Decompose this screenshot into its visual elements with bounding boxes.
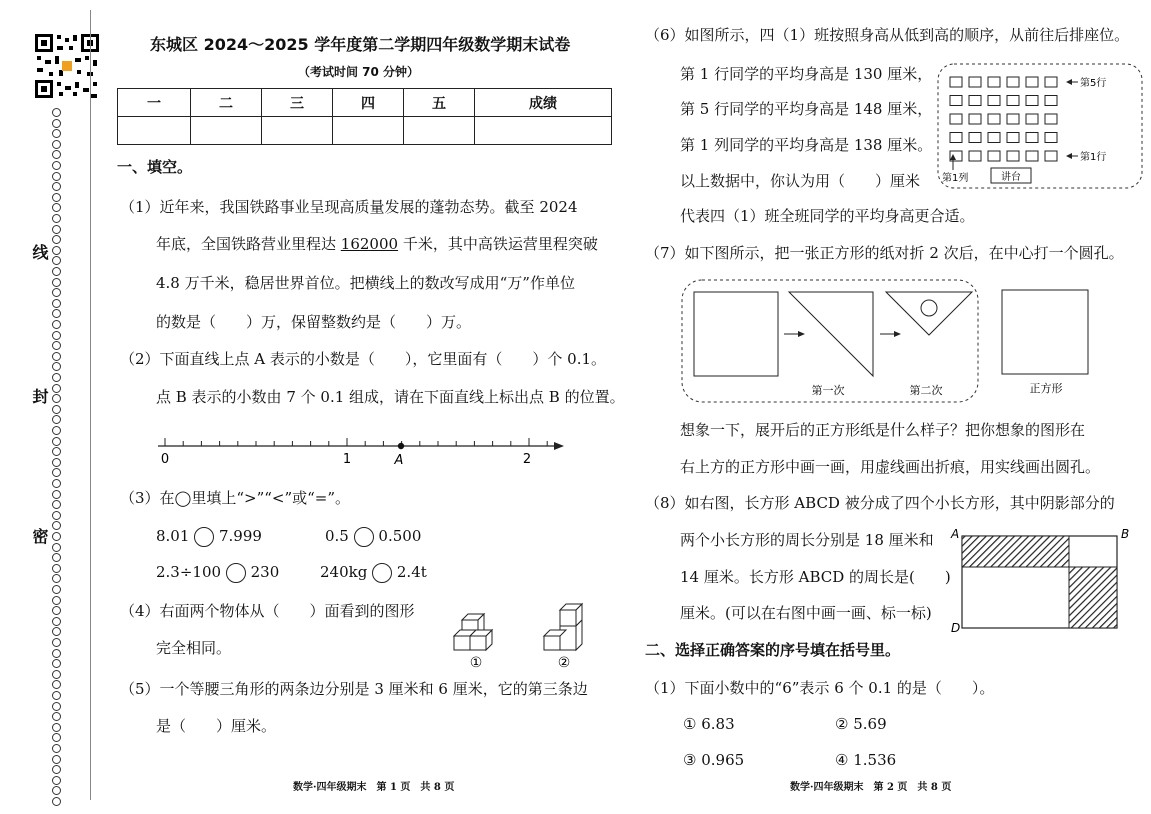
seat [1007, 133, 1019, 143]
binding-hole [52, 384, 61, 393]
s2-q1-line1: （1）下面小数中的“6”表示 6 个 0.1 的是（ ）。 [645, 679, 995, 697]
binding-hole [52, 405, 61, 414]
binding-label-secret: 密 [30, 528, 49, 544]
q6-line6: 代表四（1）班全班同学的平均身高更合适。 [680, 207, 975, 225]
binding-hole [52, 670, 61, 679]
q3-item-2 [325, 526, 421, 547]
q3-item-4-right: 2.4t [396, 563, 427, 581]
binding-hole [52, 140, 61, 149]
fold2-label: 第二次 [909, 384, 943, 397]
s2-q1-option-2[interactable]: ② 5.69 [835, 715, 887, 733]
seat [969, 151, 981, 161]
binding-hole [52, 606, 61, 615]
q8-line4: 厘米。(可以在右图中画一画、标一标) [680, 604, 932, 622]
q4-line1: （4）右面两个物体从（ ）面看到的图形 [120, 602, 415, 620]
answer-square[interactable] [1002, 290, 1088, 374]
figure-label-2: ② [557, 655, 571, 670]
seat [969, 96, 981, 106]
corner-d: D [951, 621, 961, 635]
figure-label-1: ① [469, 655, 483, 670]
q1-line3: 4.8 万千米，稳居世界首位。把横线上的数改写成用“万”作单位 [156, 274, 575, 292]
s2-q1-option-4[interactable]: ④ 1.536 [835, 751, 897, 769]
binding-hole [52, 150, 61, 159]
binding-hole [52, 744, 61, 753]
binding-hole [52, 172, 61, 181]
seat [950, 96, 962, 106]
seat [969, 77, 981, 87]
seat [1026, 151, 1038, 161]
col1-label: 第1列 [942, 173, 969, 184]
seat [988, 77, 1000, 87]
compare-circle[interactable] [226, 563, 246, 583]
label-a: A [394, 453, 404, 468]
binding-hole [52, 267, 61, 276]
score-col-5: 五 [404, 89, 475, 117]
binding-hole [52, 415, 61, 424]
seating-diagram [936, 62, 1146, 192]
binding-hole [52, 797, 61, 806]
q6-line3: 第 5 行同学的平均身高是 148 厘米， [680, 100, 933, 118]
binding-hole [52, 447, 61, 456]
score-cell[interactable] [333, 117, 404, 145]
q8-line2: 两个小长方形的周长分别是 18 厘米和 [680, 531, 934, 549]
binding-hole [52, 426, 61, 435]
q1-line2 [156, 234, 598, 254]
score-cell[interactable] [475, 117, 612, 145]
seat [1026, 96, 1038, 106]
q6-line2: 第 1 行同学的平均身高是 130 厘米， [680, 65, 933, 83]
score-cell[interactable] [191, 117, 262, 145]
binding-hole [52, 468, 61, 477]
binding-hole [52, 256, 61, 265]
footer-right: 数学·四年级期末 第 2 页 共 8 页 [790, 782, 952, 793]
q3-item-3 [156, 562, 279, 583]
seat [1045, 151, 1057, 161]
q8-line3: 14 厘米。长方形 ABCD 的周长是( ) [680, 568, 951, 586]
seat [1007, 96, 1019, 106]
section2-heading: 二、选择正确答案的序号填在括号里。 [645, 641, 901, 659]
binding-hole [52, 373, 61, 382]
seat [1045, 77, 1057, 87]
seat [988, 114, 1000, 124]
binding-hole [52, 193, 61, 202]
corner-a: A [951, 527, 960, 541]
binding-label-line: 线 [30, 244, 49, 260]
q3-item-3-right: 230 [250, 563, 280, 581]
binding-hole [52, 521, 61, 530]
q8-line1: （8）如右图，长方形 ABCD 被分成了四个小长方形，其中阴影部分的 [645, 494, 1115, 512]
binding-hole [52, 755, 61, 764]
binding-hole [52, 394, 61, 403]
seat [1026, 114, 1038, 124]
q3-item-4 [320, 562, 427, 583]
binding-hole [52, 341, 61, 350]
binding-hole [52, 299, 61, 308]
score-col-4: 四 [333, 89, 404, 117]
binding-hole [52, 214, 61, 223]
binding-margin [0, 0, 110, 814]
binding-hole [52, 680, 61, 689]
margin-rule [90, 10, 91, 800]
seat [988, 133, 1000, 143]
binding-hole [52, 511, 61, 520]
q3-item-3-left: 2.3÷100 [156, 563, 222, 581]
number-line[interactable] [150, 430, 570, 470]
binding-hole [52, 108, 61, 117]
q3-intro: （3）在◯里填上“>”“<”或“=”。 [120, 489, 351, 507]
seat [950, 114, 962, 124]
binding-hole [52, 702, 61, 711]
binding-hole [52, 723, 61, 732]
binding-hole [52, 225, 61, 234]
score-header-row [118, 89, 612, 117]
binding-hole [52, 649, 61, 658]
q1-number: 162000 [340, 235, 399, 253]
q1-line4: 的数是（ ）万，保留整数约是（ ）万。 [156, 313, 472, 331]
q3-item-1-left: 8.01 [156, 527, 190, 545]
binding-hole [52, 543, 61, 552]
binding-hole [52, 733, 61, 742]
binding-hole [52, 627, 61, 636]
binding-hole [52, 246, 61, 255]
label-0: 0 [160, 452, 170, 467]
score-cell[interactable] [404, 117, 475, 145]
seat [1045, 133, 1057, 143]
binding-hole [52, 776, 61, 785]
seat [950, 77, 962, 87]
q6-line4: 第 1 列同学的平均身高是 138 厘米。 [680, 136, 933, 154]
q2-line2: 点 B 表示的小数由 7 个 0.1 组成，请在下面直线上标出点 B 的位置。 [156, 388, 625, 406]
binding-hole [52, 553, 61, 562]
binding-hole [52, 574, 61, 583]
binding-hole [52, 691, 61, 700]
binding-hole [52, 786, 61, 795]
cube-figures [450, 590, 610, 670]
binding-hole [52, 617, 61, 626]
q5-line1: （5）一个等腰三角形的两条边分别是 3 厘米和 6 厘米，它的第三条边 [120, 680, 588, 698]
binding-hole [52, 161, 61, 170]
seat [1026, 133, 1038, 143]
binding-hole [52, 458, 61, 467]
folding-diagram [680, 278, 1120, 406]
fold1-label: 第一次 [811, 384, 845, 397]
binding-hole [52, 352, 61, 361]
binding-hole [52, 585, 61, 594]
q7-line2: 想象一下，展开后的正方形纸是什么样子？把你想象的图形在 [680, 421, 1086, 439]
binding-hole [52, 288, 61, 297]
score-col-total: 成绩 [475, 89, 612, 117]
seat [969, 133, 981, 143]
q3-item-2-right: 0.500 [378, 527, 422, 545]
compare-circle[interactable] [372, 563, 392, 583]
score-col-1: 一 [118, 89, 191, 117]
point-a-marker [398, 443, 404, 449]
seat [1007, 114, 1019, 124]
q3-item-2-left: 0.5 [325, 527, 349, 545]
q3-item-1 [156, 526, 262, 547]
binding-hole [52, 320, 61, 329]
label-2: 2 [522, 452, 532, 467]
seat [1007, 77, 1019, 87]
score-cell[interactable] [262, 117, 333, 145]
seat [988, 96, 1000, 106]
seat [1007, 151, 1019, 161]
q6-line5: 以上数据中，你认为用（ ）厘米 [680, 172, 921, 190]
row1-label: 第1行 [1080, 152, 1107, 163]
q1-line2-pre: 年底，全国铁路营业里程达 [156, 235, 341, 253]
exam-title: 东城区 2024～2025 学年度第二学期四年级数学期末试卷 [150, 35, 571, 54]
q3-item-1-right: 7.999 [218, 527, 262, 545]
score-table [117, 88, 612, 145]
s2-q1-option-1[interactable]: ① 6.83 [683, 715, 735, 733]
square-label: 正方形 [1029, 382, 1063, 395]
q3-item-4-left: 240kg [320, 563, 368, 581]
exam-subtitle: （考试时间 70 分钟） [298, 65, 420, 79]
q6-line1: （6）如图所示，四（1）班按照身高从低到高的顺序，从前往后排座位。 [645, 26, 1130, 44]
score-entry-row [118, 117, 612, 145]
q4-line2: 完全相同。 [156, 639, 232, 657]
q2-line1: （2）下面直线上点 A 表示的小数是（ ），它里面有（ ）个 0.1。 [120, 350, 607, 368]
binding-hole [52, 765, 61, 774]
seat [969, 114, 981, 124]
seat [950, 133, 962, 143]
seat [988, 151, 1000, 161]
score-col-3: 三 [262, 89, 333, 117]
binding-hole [52, 659, 61, 668]
seat [1026, 77, 1038, 87]
binding-hole [52, 479, 61, 488]
binding-hole [52, 564, 61, 573]
q1-line1: （1）近年来，我国铁路事业呈现高质量发展的蓬勃态势。截至 2024 [120, 198, 578, 216]
footer-left: 数学·四年级期末 第 1 页 共 8 页 [293, 782, 455, 793]
q5-line2: 是（ ）厘米。 [156, 717, 277, 735]
corner-b: B [1121, 527, 1130, 541]
binding-hole [52, 235, 61, 244]
binding-hole [52, 362, 61, 371]
q1-line2-post: 千米，其中高铁运营里程突破 [398, 235, 598, 253]
binding-hole [52, 500, 61, 509]
compare-circle[interactable] [354, 527, 374, 547]
binding-hole [52, 203, 61, 212]
q7-line3: 右上方的正方形中画一画，用虚线画出折痕，用实线画出圆孔。 [680, 458, 1101, 476]
binding-hole [52, 596, 61, 605]
seat [1045, 96, 1057, 106]
binding-hole [52, 638, 61, 647]
section1-heading: 一、填空。 [117, 158, 193, 176]
seat [1045, 114, 1057, 124]
score-cell[interactable] [118, 117, 191, 145]
row5-label: 第5行 [1080, 78, 1107, 89]
binding-hole [52, 331, 61, 340]
binding-hole [52, 532, 61, 541]
s2-q1-option-3[interactable]: ③ 0.965 [683, 751, 745, 769]
binding-hole [52, 309, 61, 318]
binding-hole [52, 182, 61, 191]
binding-label-seal: 封 [30, 388, 49, 404]
binding-hole [52, 129, 61, 138]
podium-label: 讲台 [1001, 172, 1021, 183]
q7-line1: （7）如下图所示，把一张正方形的纸对折 2 次后，在中心打一个圆孔。 [645, 244, 1124, 262]
binding-hole [52, 278, 61, 287]
rectangle-abcd[interactable] [948, 524, 1138, 636]
compare-circle[interactable] [194, 527, 214, 547]
score-col-2: 二 [191, 89, 262, 117]
binding-hole [52, 490, 61, 499]
binding-hole [52, 712, 61, 721]
label-1: 1 [342, 452, 352, 467]
binding-hole [52, 119, 61, 128]
binding-hole [52, 437, 61, 446]
